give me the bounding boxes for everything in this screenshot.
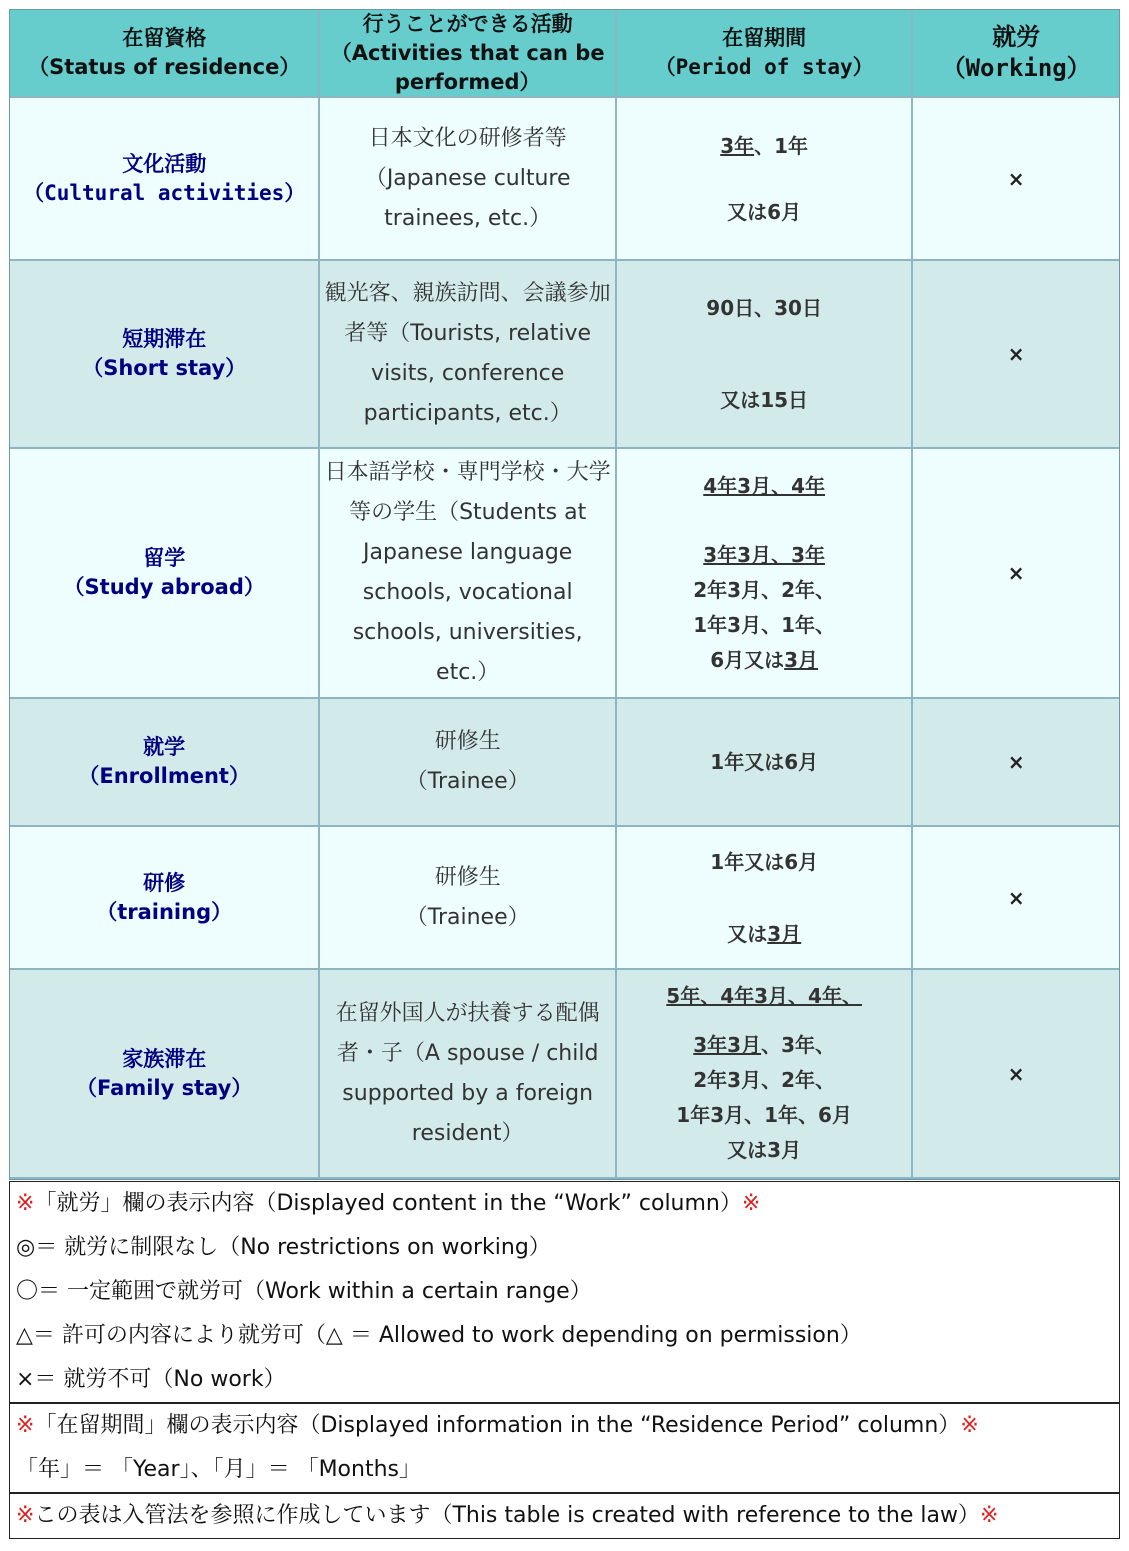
period-legend: [10, 1404, 1119, 1494]
period-line: 90日、30日: [706, 296, 822, 320]
header-work-ja: 就労: [992, 23, 1041, 51]
period-line: 1年3月、1年、: [693, 612, 836, 637]
period-line: 4年3月、4年: [703, 473, 826, 498]
header-status: [10, 10, 320, 98]
period-cell: [617, 449, 913, 699]
header-activity-en: （Activities that can be performed）: [330, 40, 605, 94]
status-ja: 短期滞在: [122, 327, 207, 351]
activity-cell: 観光客、親族訪問、会議参加者等（Tourists, relative visits, conference participants, etc.）: [320, 261, 616, 449]
reference-mark-icon: ※: [979, 1503, 999, 1528]
status-ja: 就学: [143, 735, 186, 759]
status-en: （Family stay）: [76, 1075, 253, 1100]
legend-item: 〇＝ 一定範囲で就労可（Work within a certain range）: [16, 1279, 592, 1304]
reference-mark-icon: ※: [16, 1191, 35, 1216]
period-line: 又は15日: [720, 388, 809, 412]
header-activity: [320, 10, 616, 98]
period-line: 1年又は6月: [710, 849, 819, 874]
activity-cell: 在留外国人が扶養する配偶者・子（A spouse / child supported by a foreign resident）: [320, 970, 616, 1179]
status-ja: 文化活動: [122, 151, 207, 176]
work-status-mark: ×: [913, 98, 1119, 261]
legend-item: ◎＝ 就労に制限なし（No restrictions on working）: [16, 1235, 551, 1260]
header-period: [617, 10, 913, 98]
work-status-mark: ×: [913, 827, 1119, 970]
status-ja: 留学: [143, 546, 186, 570]
period-line: 6月又は3月: [710, 647, 819, 672]
period-cell: [617, 699, 913, 827]
table-row: [10, 98, 1119, 261]
legend-item: ×＝ 就労不可（No work）: [16, 1367, 286, 1392]
period-line: 又は3月: [727, 921, 802, 946]
period-line: 又は3月: [727, 1138, 802, 1162]
status-en: （training）: [96, 899, 233, 924]
header-period-ja: 在留期間: [722, 26, 807, 50]
table-row: [10, 827, 1119, 970]
status-ja: 家族滞在: [122, 1046, 207, 1071]
reference-mark-icon: ※: [16, 1503, 35, 1528]
table-row: [10, 449, 1119, 699]
period-legend-title: ※「在留期間」欄の表示内容（Displayed information in the “Residence Period” column）※: [16, 1413, 979, 1438]
status-en: （Enrollment）: [78, 764, 250, 788]
status-cell: [10, 98, 320, 261]
period-line: 2年3月、2年、: [693, 1068, 836, 1092]
header-work: [913, 10, 1119, 98]
table-row: [10, 970, 1119, 1179]
legend-item: 「年」＝ 「Year」、「月」＝ 「Months」: [16, 1457, 421, 1482]
period-line: 2年3月、2年、: [693, 577, 836, 602]
header-status-en: （Status of residence）: [28, 55, 301, 79]
status-en: （Cultural activities）: [23, 180, 306, 205]
work-legend: [10, 1182, 1119, 1404]
work-status-mark: ×: [913, 261, 1119, 449]
period-line: 3年3月、3年、: [693, 1033, 836, 1057]
status-cell: [10, 449, 320, 699]
residence-status-table: [9, 9, 1120, 1180]
period-line: 3年、1年: [720, 133, 809, 158]
period-line: 1年3月、1年、6月: [676, 1103, 852, 1127]
status-ja: 研修: [143, 870, 186, 895]
period-line: 1年又は6月: [710, 750, 819, 774]
period-line: 又は6月: [727, 199, 802, 224]
law-note: ※この表は入管法を参照に作成しています（This table is created with reference to the law）※: [16, 1503, 999, 1528]
header-activity-ja: 行うことができる活動: [362, 11, 573, 36]
table-row: [10, 261, 1119, 449]
work-status-mark: ×: [913, 970, 1119, 1179]
law-note-block: [10, 1494, 1119, 1538]
legend-item: △＝ 許可の内容により就労可（△ ＝ Allowed to work depending on permission）: [16, 1323, 862, 1348]
period-line: 3年3月、3年: [703, 542, 826, 567]
header-work-en: （Working）: [941, 54, 1091, 82]
work-legend-title: ※「就労」欄の表示内容（Displayed content in the “Work” column）※: [16, 1191, 761, 1216]
reference-mark-icon: ※: [741, 1191, 761, 1216]
period-cell: [617, 98, 913, 261]
period-cell: [617, 827, 913, 970]
period-line: 5年、4年3月、4年、: [666, 984, 862, 1008]
activity-cell: 日本語学校・専門学校・大学等の学生（Students at Japanese language schools, vocational schools, universities, etc.）: [320, 449, 616, 699]
status-cell: [10, 827, 320, 970]
period-cell: [617, 970, 913, 1179]
header-period-en: （Period of stay）: [654, 55, 874, 79]
status-cell: [10, 261, 320, 449]
table-header-row: [10, 10, 1119, 98]
header-status-ja: 在留資格: [122, 26, 207, 50]
activity-cell: 日本文化の研修者等（Japanese culture trainees, etc.）: [320, 98, 616, 261]
status-cell: [10, 699, 320, 827]
reference-mark-icon: ※: [960, 1413, 979, 1438]
legend-notes: [9, 1181, 1120, 1539]
table-row: [10, 699, 1119, 827]
activity-cell: 研修生（Trainee）: [320, 699, 617, 827]
period-cell: [617, 261, 913, 449]
activity-cell: 研修生（Trainee）: [320, 827, 617, 970]
status-en: （Study abroad）: [63, 575, 265, 599]
work-status-mark: ×: [913, 449, 1119, 699]
work-status-mark: ×: [913, 699, 1119, 827]
status-en: （Short stay）: [82, 356, 247, 380]
status-cell: [10, 970, 320, 1179]
reference-mark-icon: ※: [16, 1413, 35, 1438]
